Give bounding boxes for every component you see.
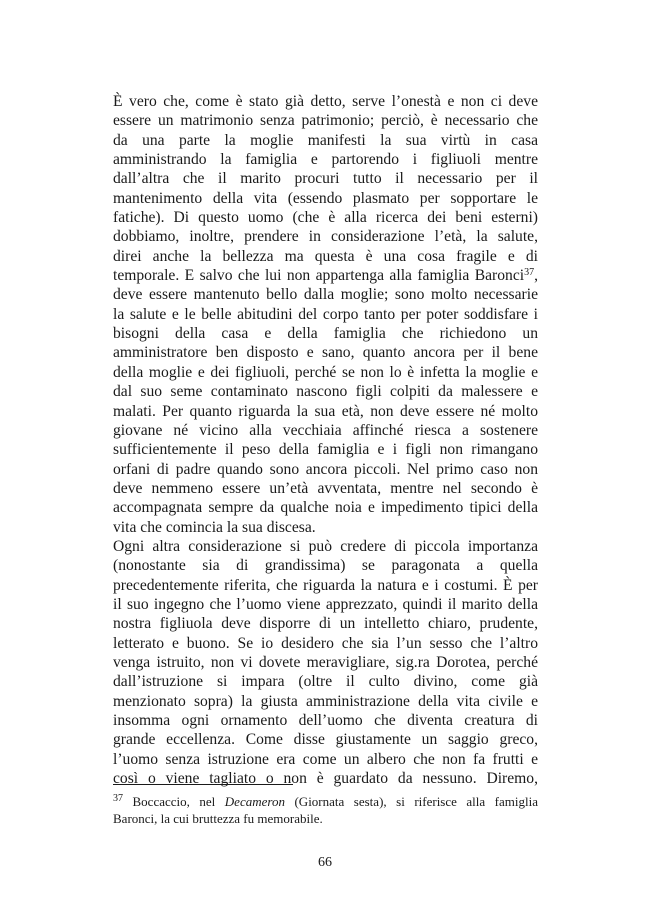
text-line: dall’istruzione si impara (oltre il culto divino, come già — [113, 673, 538, 691]
text-line-with-footnote-ref — [113, 266, 538, 285]
text-line: vita che comincia la sua discesa. — [113, 518, 316, 536]
text-line: mantenimento della vita (essendo plasmato per sopportare le — [113, 189, 538, 207]
text-line: accompagnata sempre da qualche noia e impedimento tipici della — [113, 499, 538, 517]
text-line: orfani di padre quando sono ancora piccoli. Nel primo caso non — [113, 460, 538, 478]
text-line: deve essere mantenuto bello dalla moglie; sono molto necessarie — [113, 286, 538, 304]
text-line: venga istruito, non vi dovete meravigliare, sig.ra Dorotea, perché — [113, 653, 538, 671]
text-line: (nonostante sia di grandissima) se paragonata a quella — [113, 557, 538, 575]
text-line-comma: , — [534, 267, 538, 285]
text-line: della moglie e dei figliuoli, perché se non lo è infetta la moglie e — [113, 363, 538, 381]
text-line: la salute e le belle abitudini del corpo tanto per poter soddisfare i — [113, 305, 538, 323]
footnote-line — [113, 793, 538, 810]
text-line: essere un matrimonio senza patrimonio; perciò, è necessario che — [113, 112, 538, 130]
text-line: dobbiamo, inoltre, prendere in considerazione l’età, la salute, — [113, 228, 538, 246]
footnote-line: Baronci, la cui bruttezza fu memorabile. — [113, 811, 323, 826]
text-line: così o viene tagliato o non è guardato da nessuno. Diremo, — [113, 770, 538, 788]
text-line: menzionato sopra) la giusta amministrazione della vita civile e — [113, 692, 538, 710]
text-line: insomma ogni ornamento dell’uomo che diventa creatura di — [113, 712, 538, 729]
text-line: bisogni della casa e della famiglia che richiedono un — [113, 325, 538, 343]
text-line: direi anche la bellezza ma questa è una cosa fragile e di — [113, 247, 538, 265]
text-line: giovane né vicino alla vecchiaia affinché riesca a sostenere — [113, 421, 538, 439]
text-line: il suo ingegno che l’uomo viene apprezzato, quindi il marito della — [113, 595, 538, 613]
text-line: letterato e buono. Se io desidero che sia l’un sesso che l’altro — [113, 634, 538, 652]
page-number: 66 — [318, 855, 332, 870]
footnote-number: 37 — [113, 793, 123, 804]
footnote-text: Boccaccio, nel — [132, 794, 225, 809]
text-line-part: temporale. E salvo che lui non appartenga alla famiglia Baronci — [113, 267, 525, 285]
footnote — [113, 793, 538, 827]
text-line: fatiche). Di questo uomo (che è alla ricerca dei beni esterni) — [113, 209, 538, 227]
text-line: da una parte la moglie manifesti la sua virtù in casa — [113, 131, 538, 149]
text-line: dall’altra che il marito procuri tutto il necessario per il — [113, 170, 538, 188]
text-line: dal suo seme contaminato nascono figli colpiti da malessere e — [113, 383, 538, 401]
text-line: nostra figliuola deve disporre di un intelletto chiaro, prudente, — [113, 615, 538, 633]
text-line: l’uomo senza istruzione era come un albero che non fa frutti e — [113, 750, 538, 768]
text-line: grande eccellenza. Come disse giustamente un saggio greco, — [113, 731, 538, 749]
text-line: malati. Per quanto riguarda la sua età, non deve essere né molto — [113, 402, 538, 420]
text-line: È vero che, come è stato già detto, serve l’onestà e non ci deve — [113, 93, 538, 110]
footnote-reference[interactable]: 37 — [524, 267, 535, 279]
text-line: sufficientemente il peso della famiglia e i figli non rimangano — [113, 441, 538, 459]
footnote-text: (Giornata sesta), si riferisce alla famiglia — [284, 794, 539, 809]
text-line: amministrando la famiglia e partorendo i figliuoli mentre — [113, 151, 538, 169]
footnote-divider — [113, 784, 293, 785]
body-text — [113, 92, 538, 788]
text-line: precedentemente riferita, che riguarda la natura e i costumi. È per — [113, 576, 538, 594]
text-line: amministratore ben disposto e sano, quanto ancora per il bene — [113, 344, 538, 362]
text-line: Ogni altra considerazione si può credere di piccola importanza — [113, 537, 538, 555]
text-line: deve nemmeno essere un’età avventata, mentre nel secondo è — [113, 479, 538, 497]
footnote-title-italic: Decameron — [224, 794, 285, 809]
